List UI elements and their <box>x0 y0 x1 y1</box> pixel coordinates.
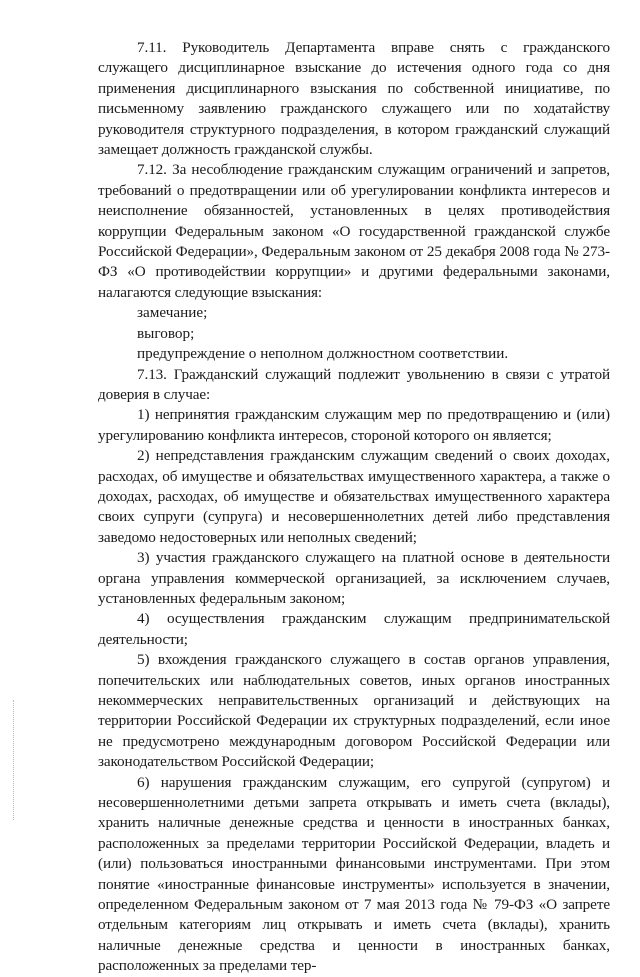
dismissal-item-3: 3) участия гражданского служащего на платной основе в деятельности органа управления коммерческой организацией, за исключением случаев, установленных федеральным законом; <box>98 549 610 607</box>
penalty-item: предупреждение о неполном должностном соответствии. <box>137 345 509 363</box>
dismissal-item-5: 5) вхождения гражданского служащего в состав органов управления, попечительских или наблюдательных советов, иных органов иностранных некоммерческих неправительственных организаций и действующих на территории Российской Федерации их структурных подразделений, если иное не предусмотрено международным договором Российской Федерации или законодательством Российской Федерации; <box>98 651 610 771</box>
scan-margin-mark <box>13 700 15 820</box>
penalty-item: замечание; <box>137 304 208 322</box>
paragraph-7-11: 7.11. Руководитель Департамента вправе снять с гражданского служащего дисциплинарное взыскание до истечения одного года со дня применения дисциплинарного взыскания по собственной инициативе, по письменному заявлению гражданского служащего или по ходатайству руководителя структурного подразделения, в котором гражданский служащий замещает должность гражданской службы. <box>98 39 610 159</box>
paragraph-7-12: 7.12. За несоблюдение гражданским служащим ограничений и запретов, требований о предотвращении или об урегулировании конфликта интересов и неисполнение обязанностей, установленных в целях противодействия коррупции Федеральным законом «О государственной гражданской службе Российской Федерации», Федеральным законом от 25 декабря 2008 года № 273-ФЗ «О противодействии коррупции» и другими федеральными законами, налагаются следующие взыскания: <box>98 161 610 301</box>
dismissal-item-4: 4) осуществления гражданским служащим предпринимательской деятельности; <box>98 610 610 648</box>
dismissal-item-6: 6) нарушения гражданским служащим, его супругой (супругом) и несовершеннолетними детьми запрета открывать и иметь счета (вклады), хранить наличные денежные средства и ценности в иностранных банках, расположенных за пределами территории Российской Федерации, владеть и (или) пользоваться иностранными финансовыми инструментами. При этом понятие «иностранные финансовые инструменты» используется в значении, определенном Федеральным законом от 7 мая 2013 года № 79-ФЗ «О запрете отдельным категориям лиц открывать и иметь счета (вклады), хранить наличные денежные средства и ценности в иностранных банках, расположенных за пределами тер- <box>98 773 610 975</box>
paragraph-7-13: 7.13. Гражданский служащий подлежит увольнению в связи с утратой доверия в случае: <box>98 365 610 403</box>
dismissal-item-1: 1) непринятия гражданским служащим мер по предотвращению и (или) урегулированию конфликта интересов, стороной которого он является; <box>98 406 610 444</box>
dismissal-item-2: 2) непредставления гражданским служащим сведений о своих доходах, расходах, об имуществе и обязательствах имущественного характера, а также о доходах, расходах, об имуществе и обязательствах имущественного характера своих супруги (супруга) и несовершеннолетних детей либо представления заведомо недостоверных или неполных сведений; <box>98 447 610 546</box>
penalty-item: выговор; <box>137 324 195 342</box>
